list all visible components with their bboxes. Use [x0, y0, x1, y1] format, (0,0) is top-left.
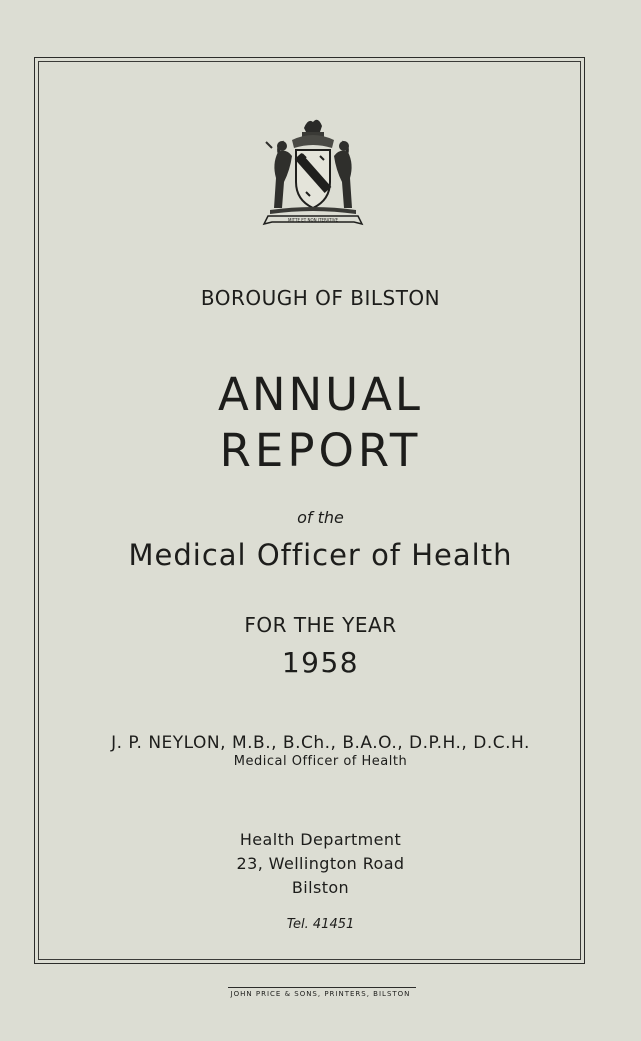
- svg-text:MITTE ET NON ITERATIVE: MITTE ET NON ITERATIVE: [288, 217, 338, 223]
- borough-name: BOROUGH OF BILSTON: [200, 286, 441, 310]
- report-subject: Medical Officer of Health: [128, 538, 513, 572]
- report-year: 1958: [281, 646, 360, 679]
- printer-divider: [228, 987, 416, 988]
- author-role: Medical Officer of Health: [233, 754, 408, 769]
- for-the-year-label: FOR THE YEAR: [244, 613, 397, 637]
- address-line-2: 23, Wellington Road: [236, 854, 405, 873]
- address-line-3: Bilston: [291, 878, 350, 897]
- report-title-line-2: REPORT: [219, 424, 422, 477]
- printer-imprint: JOHN PRICE & SONS, PRINTERS, BILSTON: [230, 990, 411, 998]
- of-the-text: of the: [297, 508, 344, 527]
- report-title-line-1: ANNUAL: [218, 368, 423, 421]
- telephone-number: Tel. 41451: [286, 917, 355, 932]
- address-line-1: Health Department: [239, 830, 402, 849]
- borough-coat-of-arms: [262, 112, 364, 232]
- author-name: J. P. NEYLON, M.B., B.Ch., B.A.O., D.P.H., D.C.H.: [111, 733, 530, 753]
